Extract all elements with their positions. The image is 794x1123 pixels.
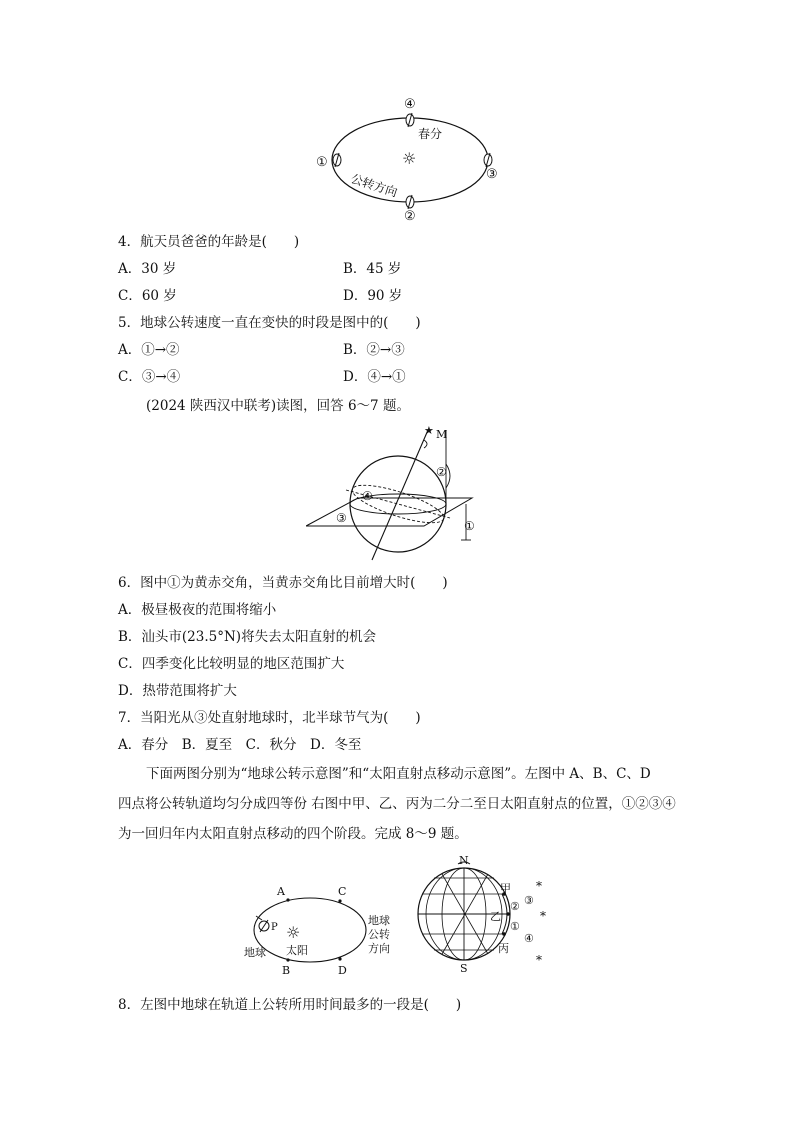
- label-direction-1: 地球: [368, 914, 390, 927]
- label-angle-4: ④: [362, 489, 373, 503]
- q8-stem: 8．左图中地球在轨道上公转所用时间最多的一段是( ): [118, 997, 462, 1013]
- label-s: S: [460, 962, 468, 974]
- intro-8-9-line-3: 为一回归年内太阳直射点移动的四个阶段。完成 8～9 题。: [118, 826, 468, 842]
- sphere-figure-2: [306, 420, 490, 566]
- q5-option-c[interactable]: C．③→④: [118, 369, 181, 385]
- label-stage-2: ②: [510, 900, 520, 913]
- earth-position-4: [406, 113, 414, 127]
- q6-stem: 6．图中①为黄赤交角，当黄赤交角比目前增大时( ): [118, 575, 448, 591]
- q6-option-a[interactable]: A．极昼极夜的范围将缩小: [118, 602, 277, 618]
- label-spring-equinox: 春分: [418, 127, 443, 141]
- globe-figure-3-right: [412, 854, 562, 974]
- q5-option-b[interactable]: B．②→③: [343, 342, 405, 358]
- earth-position-3: [484, 153, 492, 167]
- earth-position-2: [406, 195, 414, 209]
- label-stage-1: ①: [510, 920, 520, 933]
- orbit-figure-1: [300, 96, 510, 226]
- label-c: C: [338, 885, 347, 898]
- q5-option-d[interactable]: D．④→①: [343, 369, 406, 385]
- label-bing: 丙: [498, 942, 509, 955]
- sun-icon: ☼: [402, 149, 417, 168]
- q6-option-b[interactable]: B．汕头市(23.5°N)将失去太阳直射的机会: [118, 629, 377, 645]
- label-direction-3: 方向: [368, 942, 390, 955]
- label-angle-3: ③: [336, 511, 347, 525]
- label-position-2: ②: [404, 209, 416, 224]
- label-earth: 地球: [244, 946, 266, 959]
- label-direction-2: 公转: [368, 928, 390, 941]
- orbit-figure-3-left: [240, 880, 400, 980]
- q4-option-a[interactable]: A．30 岁: [118, 261, 177, 277]
- label-jia: 甲: [500, 882, 511, 895]
- sun-ray-marker-2: *: [540, 909, 546, 923]
- sun-ray-marker-1: *: [536, 879, 542, 893]
- label-position-4: ④: [404, 97, 416, 112]
- label-stage-4: ④: [524, 932, 534, 945]
- q4-option-c[interactable]: C．60 岁: [118, 288, 177, 304]
- label-a: A: [277, 885, 285, 898]
- sun-icon-left: ☼: [286, 923, 301, 942]
- label-angle-2: ②: [436, 465, 447, 479]
- q6-option-d[interactable]: D．热带范围将扩大: [118, 683, 237, 699]
- label-position-3: ③: [486, 167, 498, 182]
- earth-position-1: [333, 153, 341, 167]
- label-revolution-direction: 公转方向: [349, 171, 400, 200]
- q4-stem: 4．航天员爸爸的年龄是( ): [118, 234, 300, 250]
- q7-options[interactable]: A．春分 B．夏至 C．秋分 D．冬至: [118, 737, 362, 753]
- q7-stem: 7．当阳光从③处直射地球时，北半球节气为( ): [118, 710, 421, 726]
- intro-8-9-line-1: 下面两图分别为“地球公转示意图”和“太阳直射点移动示意图”。左图中 A、B、C、D: [146, 766, 651, 782]
- q4-option-b[interactable]: B．45 岁: [343, 261, 402, 277]
- label-d: D: [338, 964, 347, 977]
- q5-stem: 5．地球公转速度一直在变快的时段是图中的( ): [118, 315, 421, 331]
- q5-option-a[interactable]: A．①→②: [118, 342, 180, 358]
- earth-sphere: [350, 456, 446, 552]
- label-yi: 乙: [490, 910, 501, 923]
- label-b: B: [282, 964, 291, 977]
- label-p: P: [271, 922, 278, 933]
- label-n: N: [459, 854, 469, 867]
- label-position-1: ①: [316, 155, 328, 170]
- intro-8-9-line-2: 四点将公转轨道均匀分成四等份 右图中甲、乙、丙为二分二至日太阳直射点的位置，①②③④: [118, 796, 676, 812]
- star-m-icon: ★: [424, 424, 434, 437]
- label-m: M: [436, 428, 448, 441]
- label-angle-1: ①: [464, 519, 475, 533]
- label-stage-3: ③: [524, 894, 534, 907]
- label-sun: 太阳: [286, 944, 308, 957]
- intro-6-7: (2024 陕西汉中联考)读图，回答 6～7 题。: [146, 398, 410, 414]
- q6-option-c[interactable]: C．四季变化比较明显的地区范围扩大: [118, 656, 345, 672]
- sun-ray-marker-3: *: [536, 953, 542, 967]
- q4-option-d[interactable]: D．90 岁: [343, 288, 403, 304]
